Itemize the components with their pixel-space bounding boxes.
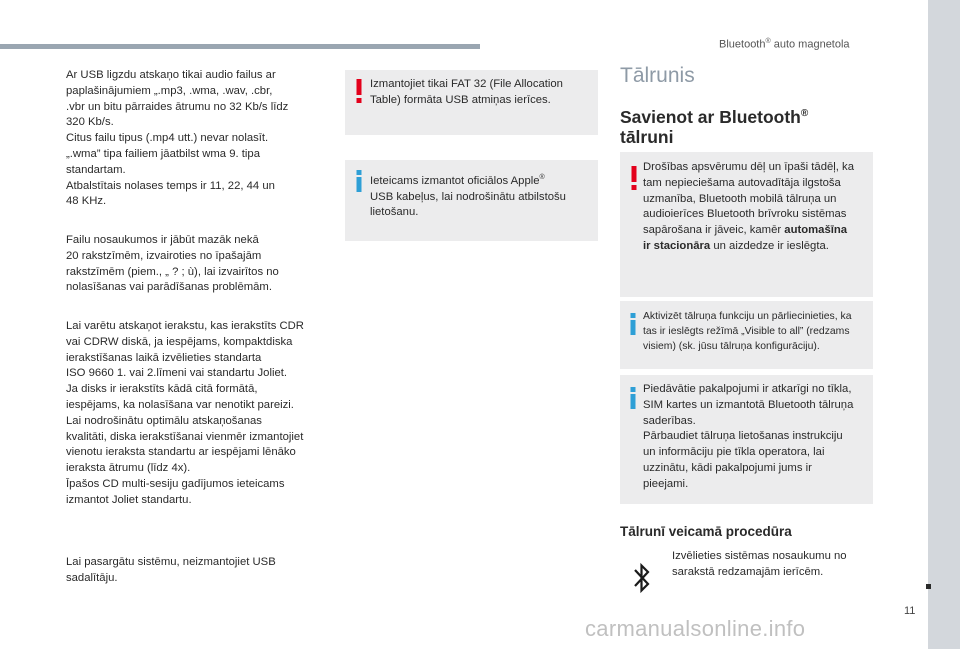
safety-warning-box bbox=[620, 152, 873, 297]
warning-icon bbox=[629, 166, 639, 190]
page-header-title: Bluetooth® auto magnetola bbox=[719, 38, 850, 51]
page-number: 11 bbox=[904, 605, 916, 617]
continuation-marker bbox=[926, 584, 931, 589]
info-icon bbox=[353, 170, 365, 192]
warning-text: Izmantojiet tikai FAT 32 (File Allocation Table) formāta USB atmiņas ierīces. bbox=[370, 78, 563, 106]
services-text: Piedāvātie pakalpojumi ir atkarīgi no tīkla, SIM kartes un izmantotā Bluetooth tālruņa saderības. Pārbaudiet tālruņa lietošanas instrukciju un informāciju pie tīkla operatora, lai uzzinātu, kādi pakalpojumi jums ir pieejami. bbox=[643, 383, 854, 490]
page-edge-strip bbox=[928, 0, 960, 649]
usb-formats-paragraph: Ar USB ligzdu atskaņo tikai audio failus ar paplašinājumiem „.mp3, .wma, .wav, .cbr, .vbr un bitu pārraides ātrumu no 32 Kb/s līdz 320 Kb/s. Citus failu tipus (.mp4 utt.) nevar nolasīt. „.wma” tipa failiem jāatbilst wma 9. tipa standartam. Atbalstītais nolases temps ir 11, 22, 44 un 48 KHz. bbox=[66, 69, 289, 208]
info-icon bbox=[627, 387, 639, 409]
phone-visibility-info-box bbox=[620, 301, 873, 369]
subsection-title: Savienot ar Bluetooth® tālruni bbox=[620, 106, 809, 147]
safety-warning-text: Drošības apsvērumu dēļ un īpaši tādēļ, ka tam nepieciešama autovadītāja ilgstoša uzmanība, Bluetooth mobilā tālruņa un audioierīces Bluetooth brīvroku sistēmas sapārošana ir jāveic, kamēr automašīna ir stacionāra un aizdedze ir ieslēgta. bbox=[643, 161, 854, 252]
file-names-paragraph: Failu nosaukumos ir jābūt mazāk nekā 20 rakstzīmēm, izvairoties no īpašajām rakstzīmēm (piem., „ ? ; ù), lai izvairītos no nolasīšanas vai parādīšanas problēmām. bbox=[66, 234, 279, 294]
section-title: Tālrunis bbox=[620, 64, 695, 87]
info-text: Ieteicams izmantot oficiālos Apple® USB kabeļus, lai nodrošinātu atbilstošu lietošanu. bbox=[370, 174, 566, 219]
services-info-box bbox=[620, 375, 873, 504]
watermark: carmanualsonline.info bbox=[585, 616, 806, 641]
usb-fat32-warning-box bbox=[345, 70, 598, 135]
procedure-title: Tālrunī veicamā procedūra bbox=[620, 524, 792, 539]
apple-cable-info-box bbox=[345, 160, 598, 241]
procedure-text: Izvēlieties sistēmas nosaukumu no sarakstā redzamajām ierīcēm. bbox=[672, 550, 847, 578]
cd-recording-paragraph: Lai varētu atskaņot ierakstu, kas ierakstīts CDR vai CDRW diskā, ja iespējams, kompaktdiska ierakstīšanas laikā izvēlieties standarta ISO 9660 1. vai 2.līmeni vai standartu Joliet. Ja disks ir ierakstīts kādā citā formātā, iespējams, ka nolasīšana var nenotikt pareizi. Lai nodrošinātu optimālu atskaņošanas kvalitāti, diska ierakstīšanai vienmēr izmantojiet vienotu ieraksta standartu ar iespējami lēnāko ieraksta ātrumu (līdz 4x). Īpašos CD multi-sesiju gadījumos ieteicams izmantot Joliet standartu. bbox=[66, 320, 304, 506]
info-icon bbox=[627, 313, 639, 335]
header-bar bbox=[0, 44, 480, 49]
bluetooth-icon bbox=[632, 562, 652, 594]
warning-icon bbox=[354, 79, 364, 103]
phone-visibility-text: Aktivizēt tālruņa funkciju un pārliecinieties, ka tas ir ieslēgts režīmā „Visible to all” (redzams visiem) (sk. jūsu tālruņa konfigurāciju). bbox=[643, 311, 852, 353]
usb-hub-paragraph: Lai pasargātu sistēmu, neizmantojiet USB sadalītāju. bbox=[66, 556, 276, 584]
